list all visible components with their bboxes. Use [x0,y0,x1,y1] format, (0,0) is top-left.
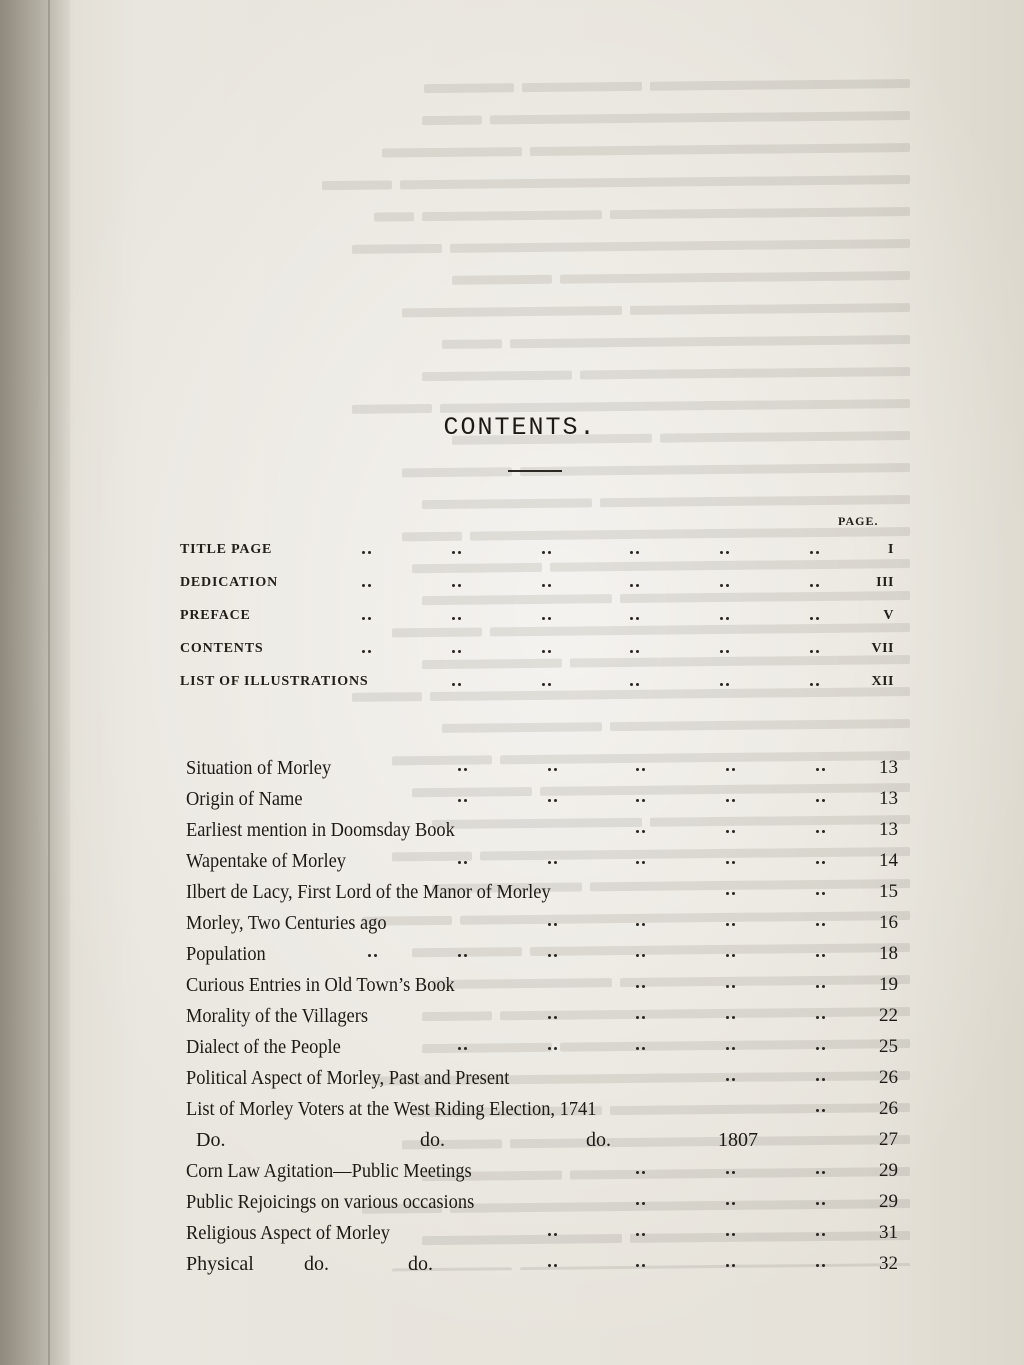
leader-dot [362,650,372,655]
leader-dot [726,923,736,928]
leader-dot [816,985,826,990]
leader-dot [816,892,826,897]
contents-row[interactable] [186,1127,898,1158]
contents-entry-page: 26 [879,1067,898,1088]
contents-row[interactable] [186,972,898,1003]
leader-dot [548,923,558,928]
leader-dot [458,768,468,773]
contents-row[interactable] [186,1189,898,1220]
leader-dot [452,650,462,655]
contents-row[interactable] [186,941,898,972]
leader-dot [542,617,552,622]
leader-dot [542,683,552,688]
leader-dot [726,1202,736,1207]
leader-dot [726,830,736,835]
ditto-cell: 1807 [718,1129,758,1151]
leader-dot [636,954,646,959]
front-matter-row[interactable] [180,571,896,604]
leader-dot [816,1047,826,1052]
contents-list [186,755,898,1282]
contents-row[interactable] [186,786,898,817]
contents-row[interactable] [186,817,898,848]
leader-dot [636,1202,646,1207]
leader-dot [636,923,646,928]
leader-dot [542,584,552,589]
contents-entry-label: Wapentake of Morley [186,850,346,872]
front-matter-label: TITLE PAGE [180,542,273,557]
contents-entry-label: Origin of Name [186,788,303,810]
leader-dot [810,584,820,589]
leader-dot [816,1109,826,1114]
contents-entry-page: 13 [879,819,898,840]
front-matter-label: CONTENTS [180,641,264,656]
leader-dot [452,584,462,589]
contents-row[interactable] [186,910,898,941]
leader-dot [816,1264,826,1269]
leader-dot [630,551,640,556]
leader-dot [548,954,558,959]
leader-dot [362,584,372,589]
front-matter-row[interactable] [180,670,896,703]
front-matter-row[interactable] [180,637,896,670]
leader-dot [720,650,730,655]
leader-dot [810,551,820,556]
front-matter-label: DEDICATION [180,575,278,590]
leader-dot [548,799,558,804]
leader-dot [636,985,646,990]
front-matter-row[interactable] [180,604,896,637]
page-title: CONTENTS. [443,413,597,442]
leader-dot [816,954,826,959]
ditto-cell: do. [420,1129,445,1151]
contents-row[interactable] [186,1220,898,1251]
leader-dot [720,617,730,622]
leader-dot [636,768,646,773]
contents-entry-page: 15 [879,881,898,902]
contents-entry-page: 18 [879,943,898,964]
contents-row[interactable] [186,848,898,879]
contents-entry-label: Morley, Two Centuries ago [186,912,387,934]
leader-dot [452,551,462,556]
contents-entry-label: Physical [186,1253,254,1275]
ditto-cell: do. [408,1253,433,1275]
front-matter-page: V [883,608,894,623]
contents-entry-label: Corn Law Agitation—Public Meetings [186,1160,472,1182]
contents-entry-label: Earliest mention in Doomsday Book [186,819,455,841]
front-matter-page: XII [871,674,894,689]
leader-dot [542,650,552,655]
contents-entry-label: Ilbert de Lacy, First Lord of the Manor of Morley [186,881,551,903]
contents-row[interactable] [186,1034,898,1065]
leader-dot [726,768,736,773]
contents-entry-label: Religious Aspect of Morley [186,1222,390,1244]
contents-entry-page: 25 [879,1036,898,1057]
leader-dot [726,954,736,959]
contents-entry-page: 31 [879,1222,898,1243]
leader-dot [720,551,730,556]
front-matter-list [180,538,896,703]
front-matter-row[interactable] [180,538,896,571]
leader-dot [720,584,730,589]
contents-entry-page: 32 [879,1253,898,1274]
leader-dot [458,954,468,959]
leader-dot [630,650,640,655]
leader-dot [630,617,640,622]
leader-dot [452,617,462,622]
leader-dot [726,985,736,990]
leader-dot [726,1233,736,1238]
leader-dot [362,617,372,622]
leader-dot [810,683,820,688]
contents-entry-page: 13 [879,757,898,778]
contents-entry-page: 16 [879,912,898,933]
contents-entry-label: Public Rejoicings on various occasions [186,1191,475,1213]
leader-dot [816,861,826,866]
contents-row[interactable] [186,1096,898,1127]
contents-row[interactable] [186,879,898,910]
leader-dot [726,1171,736,1176]
leader-dot [816,830,826,835]
leader-dot [458,861,468,866]
front-matter-page: III [876,575,894,590]
leader-dot [816,799,826,804]
contents-entry-label: List of Morley Voters at the West Riding Election, 1741 [186,1098,597,1120]
contents-row[interactable] [186,1065,898,1096]
contents-entry-page: 19 [879,974,898,995]
leader-dot [548,1016,558,1021]
contents-entry-page: 14 [879,850,898,871]
leader-dot [726,861,736,866]
leader-dot [636,1016,646,1021]
leader-dot [726,1016,736,1021]
contents-entry-label: Morality of the Villagers [186,1005,369,1027]
contents-entry-label: Population [186,943,266,965]
gutter-fold [48,0,50,1365]
contents-row[interactable] [186,1251,898,1282]
leader-dot [816,768,826,773]
leader-dot [548,861,558,866]
front-matter-page: VII [871,641,894,656]
front-matter-page: I [888,542,894,557]
leader-dot [816,1233,826,1238]
contents-row[interactable] [186,755,898,786]
leader-dot [452,683,462,688]
ditto-cell: Do. [196,1129,226,1151]
contents-entry-page: 22 [879,1005,898,1026]
leader-dot [636,1264,646,1269]
leader-dot [816,1171,826,1176]
contents-row[interactable] [186,1158,898,1189]
leader-dot [816,1016,826,1021]
ditto-cell: do. [586,1129,611,1151]
leader-dot [726,892,736,897]
leader-dot [630,683,640,688]
leader-dot [542,551,552,556]
leader-dot [726,1047,736,1052]
leader-dot [636,1233,646,1238]
contents-entry-page: 13 [879,788,898,809]
leader-dot [458,1047,468,1052]
leader-dot [636,830,646,835]
leader-dot [816,1078,826,1083]
leader-dot [726,1264,736,1269]
leader-dot [636,799,646,804]
leader-dot [636,1171,646,1176]
ditto-cell: do. [304,1253,329,1275]
leader-dot [726,799,736,804]
contents-entry-page: 26 [879,1098,898,1119]
leader-dot [816,1202,826,1207]
leader-dot [548,1233,558,1238]
front-matter-label: LIST OF ILLUSTRATIONS [180,674,369,689]
contents-entry-label: Dialect of the People [186,1036,341,1058]
contents-entry-page: 27 [879,1129,898,1150]
leader-dot [368,954,378,959]
contents-row[interactable] [186,1003,898,1034]
leader-dot [810,617,820,622]
leader-dot [362,551,372,556]
leader-dot [636,861,646,866]
leader-dot [816,923,826,928]
contents-entry-label: Curious Entries in Old Town’s Book [186,974,455,996]
leader-dot [720,683,730,688]
leader-dot [810,650,820,655]
front-matter-label: PREFACE [180,608,251,623]
leader-dot [636,1047,646,1052]
leader-dot [548,1047,558,1052]
leader-dot [458,799,468,804]
contents-entry-label: Situation of Morley [186,757,332,779]
contents-entry-label: Political Aspect of Morley, Past and Present [186,1067,510,1089]
leader-dot [726,1078,736,1083]
leader-dot [630,584,640,589]
leader-dot [548,768,558,773]
contents-entry-page: 29 [879,1191,898,1212]
contents-entry-page: 29 [879,1160,898,1181]
gutter-shadow [0,0,70,1365]
page-column-label: PAGE. [838,514,879,528]
title-rule [508,470,562,472]
leader-dot [548,1264,558,1269]
